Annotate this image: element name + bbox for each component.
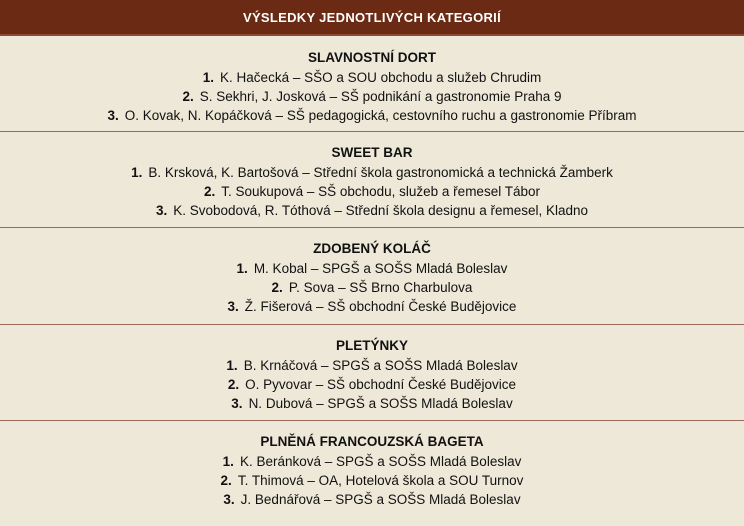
result-text: T. Thimová – OA, Hotelová škola a SOU Turnov [237, 473, 524, 488]
rank-number: 2. [227, 377, 240, 392]
category-section-plnena-francouzska-bageta [0, 421, 744, 526]
result-entry [0, 375, 744, 394]
result-text: T. Soukupová – SŠ obchodu, služeb a řemesel Tábor [221, 184, 540, 199]
result-text: K. Hačecká – SŠO a SOU obchodu a služeb Chrudim [220, 70, 542, 85]
result-entry [0, 297, 744, 316]
category-title: SLAVNOSTNÍ DORT [308, 50, 436, 65]
rank-number: 2. [204, 184, 216, 199]
result-text: S. Sekhri, J. Josková – SŠ podnikání a gastronomie Praha 9 [199, 89, 562, 104]
rank-number: 3. [231, 396, 243, 411]
result-entry [0, 356, 744, 375]
result-text: O. Kovak, N. Kopáčková – SŠ pedagogická, cestovního ruchu a gastronomie Příbram [124, 108, 637, 123]
rank-number: 3. [227, 299, 239, 314]
rank-number: 1. [236, 261, 248, 276]
rank-number: 3. [223, 492, 235, 507]
category-title: PLETÝNKY [335, 338, 408, 353]
rank-number: 3. [155, 203, 168, 218]
result-text: Ž. Fišerová – SŠ obchodní České Budějovice [244, 299, 517, 314]
result-entry [0, 68, 744, 87]
result-entry [0, 471, 744, 490]
result-text: K. Svobodová, R. Tóthová – Střední škola designu a řemesel, Kladno [173, 203, 588, 218]
category-section-sweet-bar [0, 132, 744, 228]
result-text: P. Sova – SŠ Brno Charbulova [288, 280, 473, 295]
category-title: PLNĚNÁ FRANCOUZSKÁ BAGETA [260, 434, 484, 449]
result-text: N. Dubová – SPGŠ a SOŠS Mladá Boleslav [248, 396, 513, 411]
rank-number: 3. [107, 108, 119, 123]
category-section-slavnostni-dort [0, 36, 744, 132]
result-entry [0, 490, 744, 509]
rank-number: 2. [271, 280, 283, 295]
category-title: ZDOBENÝ KOLÁČ [313, 241, 431, 256]
result-entry [0, 278, 744, 297]
result-text: J. Bednářová – SPGŠ a SOŠS Mladá Boleslav [240, 492, 521, 507]
result-entry [0, 163, 744, 182]
result-entry [0, 452, 744, 471]
rank-number: 2. [182, 89, 194, 104]
result-entry [0, 182, 744, 201]
rank-number: 2. [220, 473, 232, 488]
result-entry [0, 87, 744, 106]
rank-number: 1. [202, 70, 215, 85]
rank-number: 1. [131, 165, 143, 180]
category-title: SWEET BAR [331, 145, 413, 160]
rank-number: 1. [226, 358, 238, 373]
result-entry [0, 201, 744, 220]
result-text: O. Pyvovar – SŠ obchodní České Budějovice [245, 377, 517, 392]
result-entry [0, 394, 744, 413]
result-entry [0, 106, 744, 125]
result-text: B. Krnáčová – SPGŠ a SOŠS Mladá Boleslav [243, 358, 518, 373]
category-section-zdobeny-kolac [0, 228, 744, 325]
result-text: M. Kobal – SPGŠ a SOŠS Mladá Boleslav [253, 261, 508, 276]
result-text: B. Krsková, K. Bartošová – Střední škola gastronomická a technická Žamberk [148, 165, 613, 180]
result-entry [0, 259, 744, 278]
category-section-pletynky [0, 325, 744, 421]
result-text: K. Beránková – SPGŠ a SOŠS Mladá Boleslav [239, 454, 522, 469]
page-title: VÝSLEDKY JEDNOTLIVÝCH KATEGORIÍ [0, 0, 744, 36]
rank-number: 1. [222, 454, 234, 469]
